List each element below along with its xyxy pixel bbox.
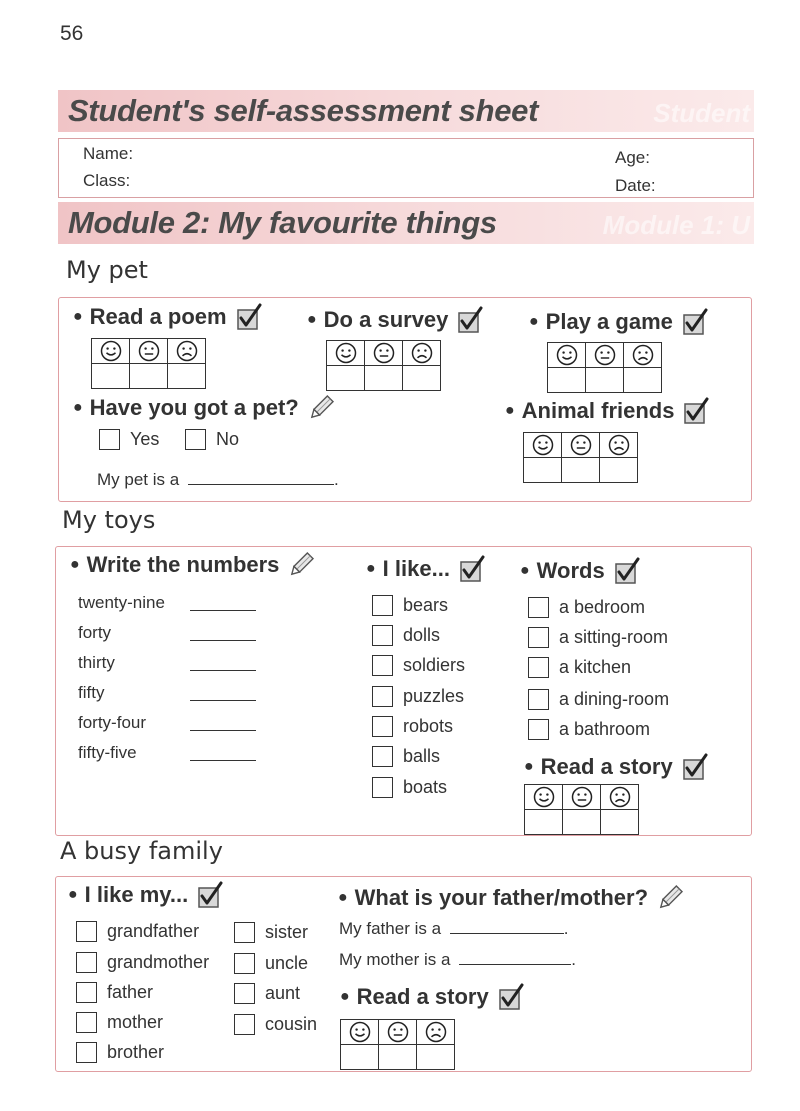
toy-label: soldiers bbox=[403, 655, 466, 675]
family-option[interactable] bbox=[234, 983, 300, 1004]
check-icon bbox=[458, 555, 486, 583]
activity-animal-friends: ● Animal friends bbox=[505, 397, 710, 425]
rating-table-animal-friends bbox=[523, 432, 638, 483]
banner-ghost-text: Student bbox=[653, 98, 750, 128]
rating-sad[interactable] bbox=[601, 785, 639, 810]
sad-face-icon bbox=[176, 340, 198, 362]
rating-neutral[interactable] bbox=[586, 343, 624, 368]
family-checkbox[interactable] bbox=[234, 953, 255, 974]
number-word: fifty bbox=[78, 683, 105, 702]
rating-cell[interactable] bbox=[341, 1045, 379, 1070]
rating-happy[interactable] bbox=[341, 1020, 379, 1045]
rating-happy[interactable] bbox=[525, 785, 563, 810]
room-label: a sitting-room bbox=[559, 627, 669, 647]
check-icon bbox=[235, 303, 263, 331]
rating-cell[interactable] bbox=[327, 366, 365, 391]
toy-checkbox[interactable] bbox=[372, 686, 393, 707]
happy-face-icon bbox=[532, 434, 554, 456]
rating-table-read-story-family bbox=[340, 1019, 455, 1070]
room-label: a bedroom bbox=[559, 597, 646, 617]
room-label: a dining-room bbox=[559, 689, 670, 709]
happy-face-icon bbox=[100, 340, 122, 362]
rating-cell[interactable] bbox=[417, 1045, 455, 1070]
toy-checkbox[interactable] bbox=[372, 595, 393, 616]
father-sentence-period: . bbox=[563, 919, 569, 938]
toy-checkbox[interactable] bbox=[372, 655, 393, 676]
pet-sentence-period: . bbox=[333, 470, 339, 489]
toy-option[interactable] bbox=[372, 625, 440, 646]
room-label: a kitchen bbox=[559, 657, 632, 677]
page-number: 56 bbox=[60, 22, 84, 45]
write-numbers-label: Write the numbers bbox=[86, 552, 280, 577]
family-option[interactable] bbox=[76, 1012, 163, 1033]
activity-do-survey: ● Do a survey bbox=[307, 306, 484, 334]
toy-option[interactable] bbox=[372, 716, 453, 737]
read-poem-label: Read a poem bbox=[89, 304, 227, 329]
rating-neutral[interactable] bbox=[130, 339, 168, 364]
module-ghost-text: Module 1: U bbox=[602, 210, 750, 240]
father-mother-label: What is your father/mother? bbox=[354, 885, 649, 910]
room-checkbox[interactable] bbox=[528, 689, 549, 710]
neutral-face-icon bbox=[571, 786, 593, 808]
family-option[interactable] bbox=[76, 982, 153, 1003]
number-word: fifty-five bbox=[78, 743, 137, 762]
toy-option[interactable] bbox=[372, 686, 464, 707]
toy-option[interactable] bbox=[372, 746, 440, 767]
neutral-face-icon bbox=[570, 434, 592, 456]
sheet-title-banner bbox=[58, 90, 754, 132]
play-game-label: Play a game bbox=[545, 309, 673, 334]
no-checkbox[interactable] bbox=[185, 429, 206, 450]
check-icon bbox=[681, 308, 709, 336]
activity-read-poem: ● Read a poem bbox=[73, 303, 263, 331]
room-option[interactable] bbox=[528, 597, 645, 618]
mother-sentence bbox=[339, 950, 576, 970]
rating-cell[interactable] bbox=[130, 364, 168, 389]
rating-neutral[interactable] bbox=[379, 1020, 417, 1045]
family-option[interactable] bbox=[76, 952, 209, 973]
rating-cell[interactable] bbox=[563, 810, 601, 835]
rating-table-do-survey bbox=[326, 340, 441, 391]
check-icon bbox=[613, 557, 641, 585]
family-option[interactable] bbox=[76, 1042, 164, 1063]
number-answer-line[interactable] bbox=[190, 599, 256, 611]
rating-cell[interactable] bbox=[525, 810, 563, 835]
rating-cell[interactable] bbox=[624, 368, 662, 393]
neutral-face-icon bbox=[373, 342, 395, 364]
no-label: No bbox=[216, 429, 240, 449]
my-pet-box bbox=[58, 297, 752, 502]
i-like-my-label: I like my... bbox=[84, 882, 189, 907]
number-answer-line[interactable] bbox=[190, 629, 256, 641]
family-label: uncle bbox=[265, 953, 309, 973]
family-option[interactable] bbox=[76, 921, 199, 942]
toy-label: balls bbox=[403, 746, 441, 766]
rating-happy[interactable] bbox=[327, 341, 365, 366]
sad-face-icon bbox=[608, 434, 630, 456]
animal-friends-label: Animal friends bbox=[521, 398, 675, 423]
option-no[interactable] bbox=[185, 429, 239, 450]
rating-happy[interactable] bbox=[92, 339, 130, 364]
toy-checkbox[interactable] bbox=[372, 746, 393, 767]
read-story-label: Read a story bbox=[540, 754, 673, 779]
rating-cell[interactable] bbox=[403, 366, 441, 391]
option-yes[interactable] bbox=[99, 429, 159, 450]
father-answer-line[interactable] bbox=[450, 922, 564, 934]
have-pet-label: Have you got a pet? bbox=[89, 395, 299, 420]
rating-sad[interactable] bbox=[600, 433, 638, 458]
happy-face-icon bbox=[349, 1021, 371, 1043]
name-label: Name: bbox=[83, 144, 134, 163]
activity-have-pet: ● Have you got a pet? bbox=[73, 394, 335, 422]
busy-family-box bbox=[55, 876, 752, 1072]
activity-father-mother: ● What is your father/mother? bbox=[338, 884, 684, 912]
check-icon bbox=[456, 306, 484, 334]
family-label: grandmother bbox=[107, 952, 210, 972]
rating-cell[interactable] bbox=[168, 364, 206, 389]
rating-sad[interactable] bbox=[624, 343, 662, 368]
family-option[interactable] bbox=[234, 922, 308, 943]
rating-cell[interactable] bbox=[524, 458, 562, 483]
family-label: mother bbox=[107, 1012, 164, 1032]
class-label: Class: bbox=[83, 171, 131, 190]
activity-read-story-toys: ● Read a story bbox=[524, 753, 709, 781]
happy-face-icon bbox=[556, 344, 578, 366]
rating-cell[interactable] bbox=[365, 366, 403, 391]
family-checkbox[interactable] bbox=[234, 922, 255, 943]
pet-sentence bbox=[97, 470, 339, 490]
rating-table-read-poem bbox=[91, 338, 206, 389]
activity-i-like-my: ● I like my... bbox=[68, 881, 224, 909]
toy-checkbox[interactable] bbox=[372, 716, 393, 737]
sad-face-icon bbox=[609, 786, 631, 808]
check-icon bbox=[196, 881, 224, 909]
sad-face-icon bbox=[425, 1021, 447, 1043]
number-word: forty bbox=[78, 623, 112, 642]
family-checkbox[interactable] bbox=[234, 1014, 255, 1035]
number-answer-line[interactable] bbox=[190, 719, 256, 731]
family-label: grandfather bbox=[107, 921, 200, 941]
room-checkbox[interactable] bbox=[528, 627, 549, 648]
family-checkbox[interactable] bbox=[76, 921, 97, 942]
words-label: Words bbox=[536, 558, 605, 583]
room-checkbox[interactable] bbox=[528, 657, 549, 678]
student-info-box bbox=[58, 138, 754, 198]
room-checkbox[interactable] bbox=[528, 719, 549, 740]
mother-sentence-period: . bbox=[571, 950, 576, 969]
family-label: father bbox=[107, 982, 154, 1002]
yes-label: Yes bbox=[130, 429, 160, 449]
father-sentence bbox=[339, 919, 569, 939]
neutral-face-icon bbox=[594, 344, 616, 366]
sheet-title: Student's self-assessment sheet bbox=[68, 93, 539, 128]
family-label: cousin bbox=[265, 1014, 318, 1034]
toy-option[interactable] bbox=[372, 777, 447, 798]
rating-neutral[interactable] bbox=[365, 341, 403, 366]
rating-table-play-game bbox=[547, 342, 662, 393]
room-option[interactable] bbox=[528, 689, 669, 710]
room-label: a bathroom bbox=[559, 719, 651, 739]
family-option[interactable] bbox=[234, 953, 308, 974]
check-icon bbox=[681, 753, 709, 781]
module-banner bbox=[58, 202, 754, 244]
number-word: twenty-nine bbox=[78, 593, 165, 612]
activity-i-like: ● I like... bbox=[366, 555, 486, 583]
mother-sentence-text: My mother is a bbox=[339, 950, 451, 969]
rating-cell[interactable] bbox=[562, 458, 600, 483]
read-story-family-label: Read a story bbox=[356, 984, 489, 1009]
mother-answer-line[interactable] bbox=[459, 953, 571, 965]
activity-read-story-family: ● Read a story bbox=[340, 983, 525, 1011]
toy-label: dolls bbox=[403, 625, 441, 645]
yes-checkbox[interactable] bbox=[99, 429, 120, 450]
neutral-face-icon bbox=[387, 1021, 409, 1043]
module-title: Module 2: My favourite things bbox=[68, 205, 497, 240]
section-title-busy-family: A busy family bbox=[60, 837, 223, 865]
room-checkbox[interactable] bbox=[528, 597, 549, 618]
family-checkbox[interactable] bbox=[76, 1042, 97, 1063]
pet-sentence-text: My pet is a bbox=[97, 470, 180, 489]
number-answer-line[interactable] bbox=[190, 689, 256, 701]
do-survey-label: Do a survey bbox=[323, 307, 449, 332]
happy-face-icon bbox=[533, 786, 555, 808]
sad-face-icon bbox=[411, 342, 433, 364]
room-option[interactable] bbox=[528, 627, 668, 648]
rating-sad[interactable] bbox=[417, 1020, 455, 1045]
rating-sad[interactable] bbox=[168, 339, 206, 364]
rating-sad[interactable] bbox=[403, 341, 441, 366]
family-label: brother bbox=[107, 1042, 165, 1062]
rating-cell[interactable] bbox=[548, 368, 586, 393]
happy-face-icon bbox=[335, 342, 357, 364]
toy-checkbox[interactable] bbox=[372, 777, 393, 798]
rating-cell[interactable] bbox=[600, 458, 638, 483]
rating-cell[interactable] bbox=[586, 368, 624, 393]
pencil-icon bbox=[656, 884, 684, 912]
toy-checkbox[interactable] bbox=[372, 625, 393, 646]
father-sentence-text: My father is a bbox=[339, 919, 442, 938]
family-checkbox[interactable] bbox=[76, 1012, 97, 1033]
room-option[interactable] bbox=[528, 719, 650, 740]
family-checkbox[interactable] bbox=[76, 952, 97, 973]
age-label: Age: bbox=[615, 148, 650, 167]
section-title-my-pet: My pet bbox=[66, 256, 148, 284]
sad-face-icon bbox=[632, 344, 654, 366]
activity-words: ● Words bbox=[520, 557, 641, 585]
family-label: sister bbox=[265, 922, 309, 942]
number-answer-line[interactable] bbox=[190, 749, 256, 761]
rating-neutral[interactable] bbox=[563, 785, 601, 810]
toy-label: boats bbox=[403, 777, 448, 797]
pencil-icon bbox=[287, 551, 315, 579]
family-label: aunt bbox=[265, 983, 301, 1003]
toy-label: robots bbox=[403, 716, 454, 736]
rating-cell[interactable] bbox=[601, 810, 639, 835]
rating-neutral[interactable] bbox=[562, 433, 600, 458]
rating-cell[interactable] bbox=[379, 1045, 417, 1070]
pet-answer-line[interactable] bbox=[188, 473, 334, 485]
check-icon bbox=[497, 983, 525, 1011]
activity-write-numbers: ● Write the numbers bbox=[70, 551, 315, 579]
toy-option[interactable] bbox=[372, 655, 465, 676]
rating-happy[interactable] bbox=[548, 343, 586, 368]
pencil-icon bbox=[307, 394, 335, 422]
rating-happy[interactable] bbox=[524, 433, 562, 458]
room-option[interactable] bbox=[528, 657, 631, 678]
i-like-label: I like... bbox=[382, 556, 450, 581]
my-toys-box bbox=[55, 546, 752, 836]
toy-label: bears bbox=[403, 595, 449, 615]
rating-cell[interactable] bbox=[92, 364, 130, 389]
check-icon bbox=[682, 397, 710, 425]
rating-table-read-story-toys bbox=[524, 784, 639, 835]
section-title-my-toys: My toys bbox=[62, 506, 156, 534]
family-checkbox[interactable] bbox=[76, 982, 97, 1003]
number-answer-line[interactable] bbox=[190, 659, 256, 671]
activity-play-game: ● Play a game bbox=[529, 308, 709, 336]
toy-label: puzzles bbox=[403, 686, 465, 706]
toy-option[interactable] bbox=[372, 595, 448, 616]
neutral-face-icon bbox=[138, 340, 160, 362]
date-label: Date: bbox=[615, 176, 656, 195]
family-option[interactable] bbox=[234, 1014, 317, 1035]
number-word: forty-four bbox=[78, 713, 147, 732]
number-word: thirty bbox=[78, 653, 115, 672]
family-checkbox[interactable] bbox=[234, 983, 255, 1004]
